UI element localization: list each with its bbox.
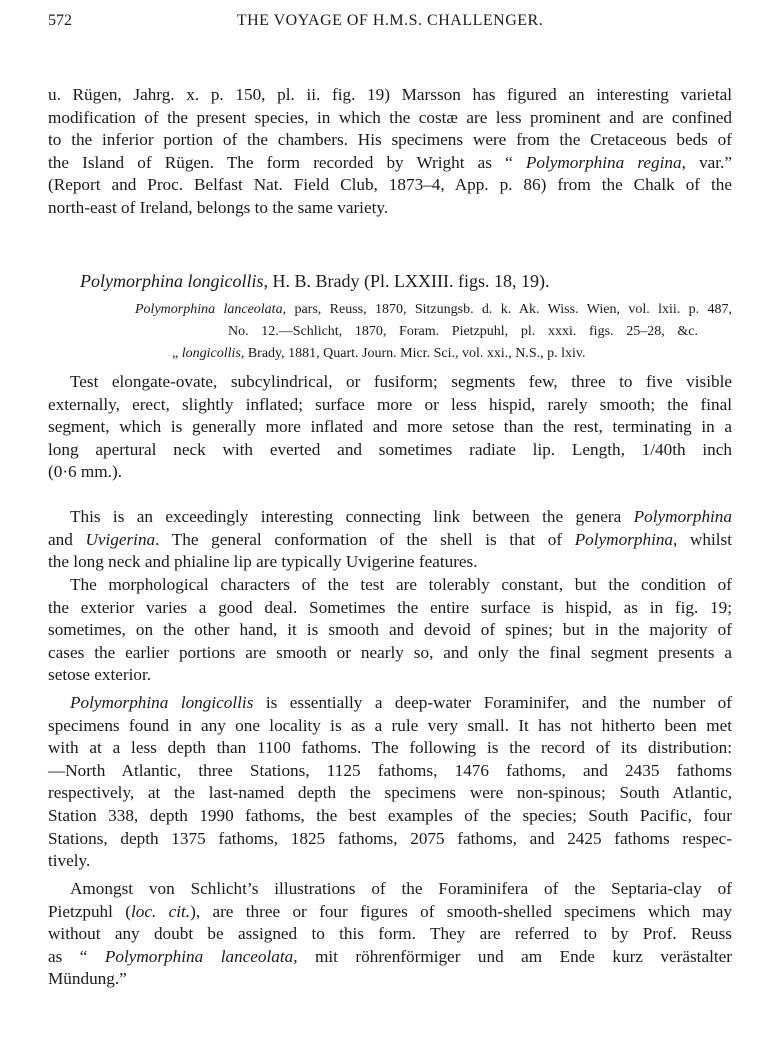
text-line <box>48 461 732 484</box>
text-line <box>48 968 732 991</box>
text-segment: externally, erect, slightly inflated; surface more or less hispid, rarely smooth; the final <box>48 394 732 414</box>
text-line <box>172 343 687 365</box>
text-line <box>48 107 732 130</box>
para-link <box>48 506 732 574</box>
species-heading <box>80 270 764 293</box>
text-segment: as “ <box>48 946 105 966</box>
text-line <box>48 782 732 805</box>
text-line <box>80 270 764 293</box>
text-segment: modification of the present species, in which the costæ are less prominent and are confined <box>48 107 732 127</box>
text-line <box>48 642 732 665</box>
para-distribution <box>48 692 732 873</box>
text-segment: Stations, depth 1375 fathoms, 1825 fathoms, 2075 fathoms, and 2425 fathoms respec- <box>48 828 732 848</box>
text-segment: The morphological characters of the test are tolerably constant, but the condition of <box>70 575 732 594</box>
text-line <box>48 737 732 760</box>
text-segment: , whilst <box>673 529 732 549</box>
text-line <box>48 152 732 175</box>
text-segment: long apertural neck with everted and sometimes radiate lip. Length, 1/40th inch <box>48 439 732 459</box>
synonymy <box>48 299 732 365</box>
text-segment: This is an exceedingly interesting connecting link between the genera <box>70 507 634 526</box>
text-segment: north-east of Ireland, belongs to the same variety. <box>48 197 389 217</box>
text-line <box>48 597 732 620</box>
text-line <box>48 828 732 851</box>
text-segment: is essentially a deep-water Foraminifer, and the number of <box>253 693 732 712</box>
text-segment: . The general conformation of the shell is that of <box>155 529 575 549</box>
text-line <box>48 901 732 924</box>
text-line <box>48 371 732 394</box>
text-line <box>48 805 732 828</box>
text-segment: the Island of Rügen. The form recorded by Wright as “ <box>48 152 526 172</box>
text-segment: , pars, Reuss, 1870, Sitzungsb. d. k. Ak. Wiss. Wien, vol. lxii. p. 487, <box>282 302 732 317</box>
text-segment: and <box>48 529 86 549</box>
text-line <box>48 715 732 738</box>
text-line <box>48 850 732 873</box>
text-segment: Polymorphina <box>574 529 674 549</box>
text-segment: Uvigerina <box>85 529 156 549</box>
text-segment: ), are three or four figures of smooth-shelled specimens which may <box>190 901 732 921</box>
text-segment: segment, which is generally more inflated and more setose than the rest, terminating in a <box>48 417 732 437</box>
text-segment: , var.” <box>681 152 732 172</box>
text-segment: (Report and Proc. Belfast Nat. Field Club, 1873–4, App. p. 86) from the Chalk of the <box>48 175 732 195</box>
text-segment: Amongst von Schlicht’s illustrations of the Foraminifera of the Septaria-clay of <box>70 879 732 898</box>
text-line <box>48 551 732 574</box>
text-line <box>48 692 732 715</box>
text-segment: to the inferior portion of the chambers. His specimens were from the Cretaceous beds of <box>48 130 732 150</box>
text-segment: respectively, at the last-named depth the specimens were non-spinous; South Atlantic, <box>48 783 732 803</box>
text-segment: specimens found in any one locality is as a rule very small. It has not hitherto been met <box>48 715 732 735</box>
text-segment: Polymorphina lanceolata <box>135 302 283 317</box>
text-segment: the exterior varies a good deal. Sometimes the entire surface is hispid, as in fig. 19; <box>48 597 732 617</box>
text-segment: Polymorphina <box>633 507 732 526</box>
text-line <box>48 760 732 783</box>
text-segment: with at a less depth than 1100 fathoms. The following is the record of its distribution: <box>48 738 732 758</box>
para-schlicht <box>48 878 732 991</box>
page-number: 572 <box>48 12 72 29</box>
text-line <box>48 174 732 197</box>
text-line <box>48 416 732 439</box>
text-line <box>48 664 732 687</box>
text-line <box>48 619 732 642</box>
text-line <box>48 506 732 529</box>
text-segment: cases the earlier portions are smooth or nearly so, and only the final segment presents a <box>48 642 732 662</box>
text-segment: longicollis <box>181 346 241 361</box>
text-segment: the long neck and phialine lip are typically Uvigerine features. <box>48 552 478 572</box>
text-line <box>48 394 732 417</box>
text-segment: (0·6 mm.). <box>48 462 122 482</box>
text-line <box>48 946 732 969</box>
text-line <box>48 923 732 946</box>
text-segment: Polymorphina longicollis <box>70 693 254 712</box>
text-segment: loc. cit. <box>130 901 191 921</box>
text-segment: tively. <box>48 851 91 871</box>
running-title: THE VOYAGE OF H.M.S. CHALLENGER. <box>236 12 544 29</box>
text-line <box>48 574 732 597</box>
text-line <box>48 439 732 462</box>
description <box>48 371 732 484</box>
para-morph <box>48 574 732 687</box>
text-segment: , H. B. Brady (Pl. LXXIII. figs. 18, 19). <box>263 271 550 291</box>
text-segment: sometimes, on the other hand, it is smooth and devoid of spines; but in the majority of <box>48 620 732 640</box>
text-line <box>228 321 698 343</box>
text-line <box>48 129 732 152</box>
text-line <box>48 878 732 901</box>
text-segment: Polymorphina longicollis <box>80 271 264 291</box>
text-segment: „ <box>172 346 182 361</box>
text-segment: No. 12.—Schlicht, 1870, Foram. Pietzpuhl, pl. xxxi. figs. 25–28, &c. <box>228 324 698 339</box>
text-segment: Mündung.” <box>48 969 127 989</box>
para-rugen <box>48 84 732 220</box>
text-segment: , Brady, 1881, Quart. Journ. Micr. Sci., vol. xxi., N.S., p. lxiv. <box>240 346 586 361</box>
text-line <box>48 84 732 107</box>
text-segment: without any doubt be assigned to this form. They are referred to by Prof. Reuss <box>48 924 732 944</box>
text-segment: u. Rügen, Jahrg. x. p. 150, pl. ii. fig. 19) Marsson has figured an interesting varietal <box>48 85 732 104</box>
text-segment: , mit röhrenförmiger und am Ende kurz verästalter <box>293 946 732 966</box>
text-segment: Polymorphina regina <box>525 152 682 172</box>
text-line <box>135 299 732 321</box>
text-segment: Station 338, depth 1990 fathoms, the best examples of the species; South Pacific, four <box>48 805 732 825</box>
text-segment: Pietzpuhl ( <box>48 901 131 921</box>
text-segment: —North Atlantic, three Stations, 1125 fathoms, 1476 fathoms, and 2435 fathoms <box>48 760 732 780</box>
text-line <box>48 529 732 552</box>
text-line <box>48 197 732 220</box>
text-segment: setose exterior. <box>48 665 152 685</box>
text-segment: Test elongate-ovate, subcylindrical, or fusiform; segments few, three to five visible <box>70 372 732 391</box>
text-segment: Polymorphina lanceolata <box>104 946 294 966</box>
